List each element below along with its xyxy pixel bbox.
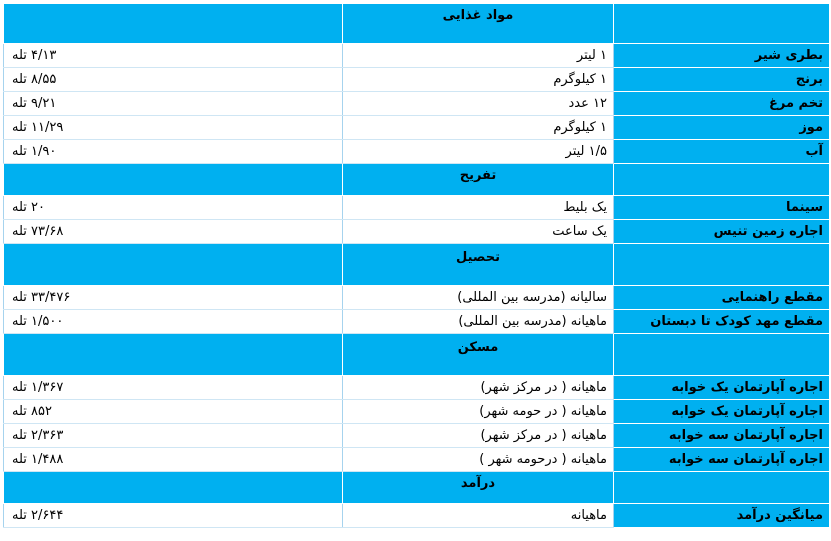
table-row [4, 376, 830, 400]
price-cell: ۱/۳۶۷ تله [4, 376, 343, 400]
item-name-cell: اجاره آپارتمان سه خوابه [614, 448, 830, 472]
section-title: تحصیل [343, 244, 614, 286]
item-name-cell: اجاره آپارتمان یک خوابه [614, 400, 830, 424]
section-title: تفریح [343, 164, 614, 196]
quantity-cell: ۱ لیتر [343, 44, 614, 68]
table-row [4, 140, 830, 164]
item-name-cell: اجاره زمین تنیس [614, 220, 830, 244]
quantity-cell: ماهیانه ( در مرکز شهر) [343, 376, 614, 400]
item-name-cell: اجاره آپارتمان یک خوابه [614, 376, 830, 400]
item-name-cell: موز [614, 116, 830, 140]
price-cell: ۷۳/۶۸ تله [4, 220, 343, 244]
price-cell: ۱/۵۰۰ تله [4, 310, 343, 334]
table-row [4, 400, 830, 424]
section-title: درآمد [343, 472, 614, 504]
table-row [4, 220, 830, 244]
price-cell: ۸۵۲ تله [4, 400, 343, 424]
quantity-cell: ماهیانه ( در مرکز شهر) [343, 424, 614, 448]
section-header-food [4, 4, 830, 44]
price-cell: ۲/۶۴۴ تله [4, 504, 343, 528]
quantity-cell: ۱/۵ لیتر [343, 140, 614, 164]
quantity-cell: یک ساعت [343, 220, 614, 244]
item-name-cell: میانگین درآمد [614, 504, 830, 528]
price-cell: ۳۳/۴۷۶ تله [4, 286, 343, 310]
item-name-cell: آب [614, 140, 830, 164]
table-row [4, 504, 830, 528]
cost-of-living-table [3, 3, 830, 528]
price-cell: ۴/۱۳ تله [4, 44, 343, 68]
table-row [4, 310, 830, 334]
item-name-cell: اجاره آپارتمان سه خوابه [614, 424, 830, 448]
section-title: مواد غذایی [343, 4, 614, 44]
price-cell: ۹/۲۱ تله [4, 92, 343, 116]
price-cell: ۱/۴۸۸ تله [4, 448, 343, 472]
table-row [4, 424, 830, 448]
table-row [4, 448, 830, 472]
item-name-cell: مقطع مهد کودک تا دبستان [614, 310, 830, 334]
quantity-cell: ۱ کیلوگرم [343, 68, 614, 92]
price-cell: ۲۰ تله [4, 196, 343, 220]
quantity-cell: یک بلیط [343, 196, 614, 220]
item-name-cell: سینما [614, 196, 830, 220]
item-name-cell: بطری شیر [614, 44, 830, 68]
quantity-cell: ماهیانه (مدرسه بین المللی) [343, 310, 614, 334]
table-row [4, 92, 830, 116]
section-header-entertainment [4, 164, 830, 196]
price-cell: ۱۱/۲۹ تله [4, 116, 343, 140]
price-cell: ۸/۵۵ تله [4, 68, 343, 92]
table-row [4, 68, 830, 92]
section-header-housing [4, 334, 830, 376]
item-name-cell: مقطع راهنمایی [614, 286, 830, 310]
section-header-income [4, 472, 830, 504]
section-title: مسکن [343, 334, 614, 376]
item-name-cell: برنج [614, 68, 830, 92]
quantity-cell: سالیانه (مدرسه بین المللی) [343, 286, 614, 310]
table-row [4, 286, 830, 310]
table-row [4, 44, 830, 68]
table-row [4, 116, 830, 140]
quantity-cell: ماهیانه [343, 504, 614, 528]
table-row [4, 196, 830, 220]
price-cell: ۱/۹۰ تله [4, 140, 343, 164]
quantity-cell: ۱ کیلوگرم [343, 116, 614, 140]
item-name-cell: تخم مرغ [614, 92, 830, 116]
quantity-cell: ماهیانه ( در حومه شهر) [343, 400, 614, 424]
section-header-education [4, 244, 830, 286]
quantity-cell: ماهیانه ( درحومه شهر ) [343, 448, 614, 472]
price-cell: ۲/۳۶۳ تله [4, 424, 343, 448]
quantity-cell: ۱۲ عدد [343, 92, 614, 116]
